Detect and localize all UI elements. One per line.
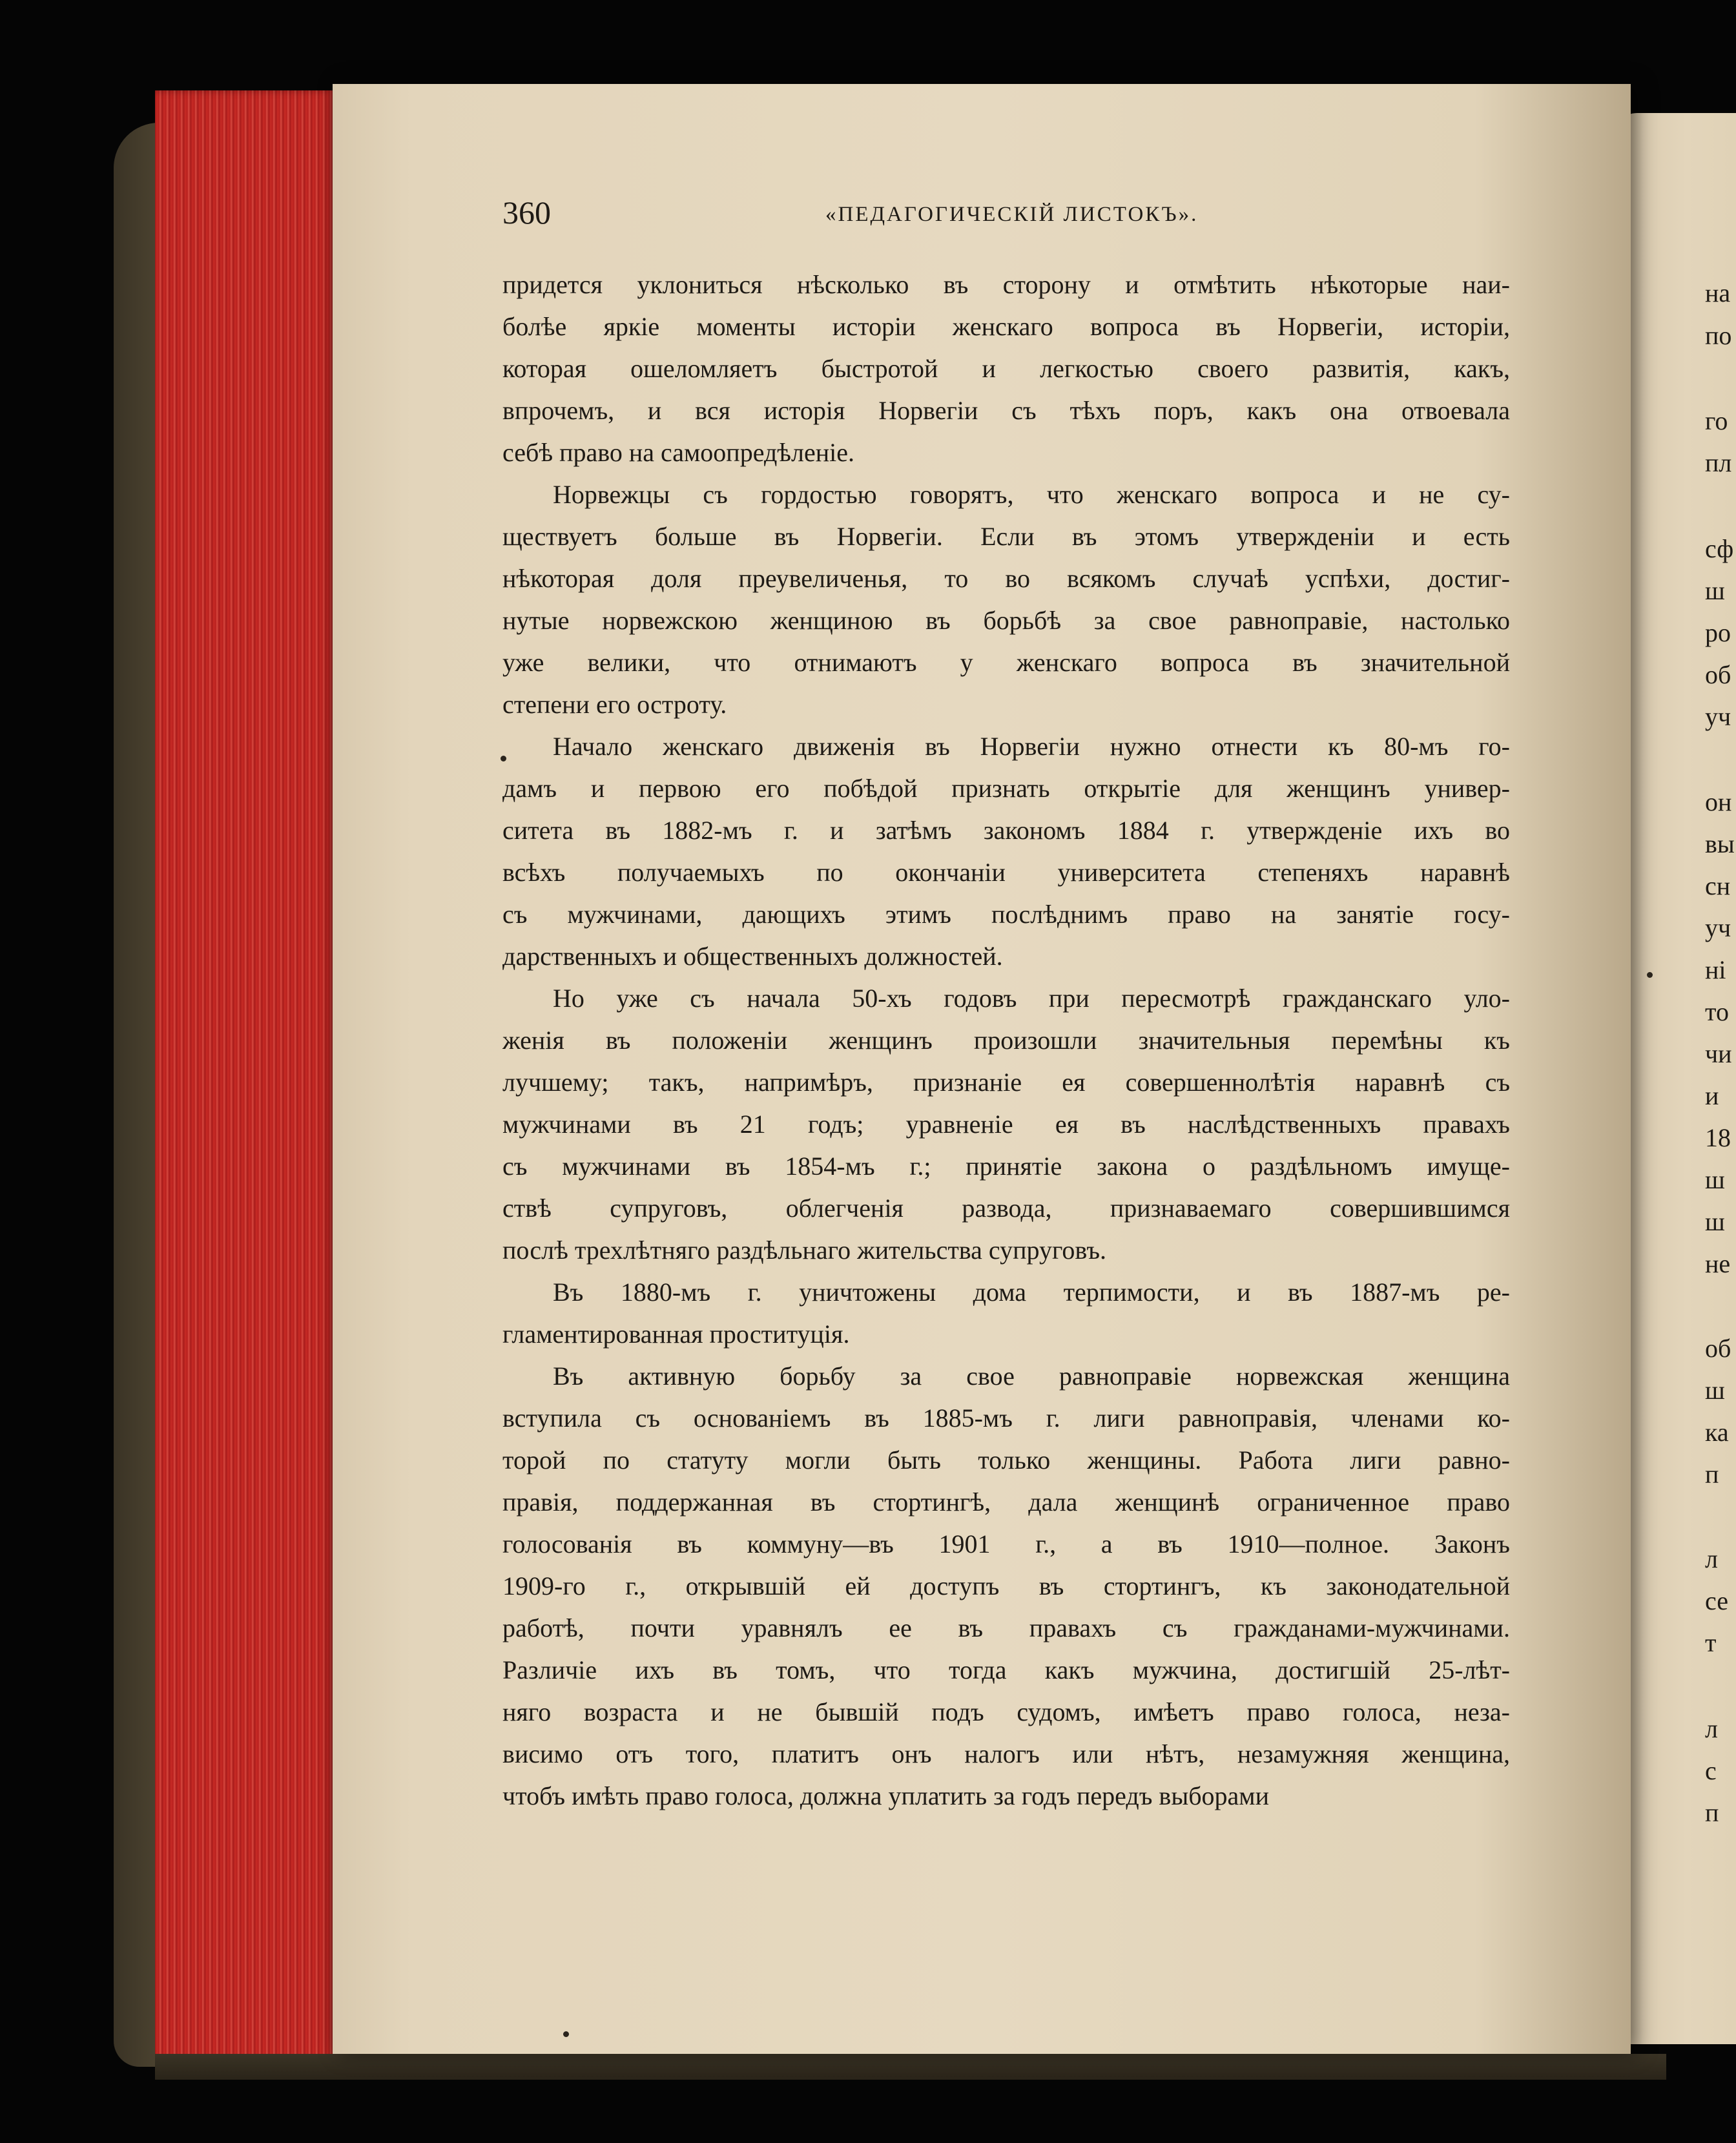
facing-fragment: ш — [1705, 1207, 1725, 1236]
text-line: работѣ, почти уравнялъ ее въ правахъ съ гражданами-мужчинами. — [502, 1613, 1510, 1642]
facing-fragment: с — [1705, 1756, 1717, 1785]
text-line: женія въ положеніи женщинъ произошли значительныя перемѣны къ — [502, 1026, 1510, 1055]
facing-fragment: то — [1705, 997, 1729, 1026]
facing-fragment: и — [1705, 1081, 1719, 1110]
journal-title: «ПЕДАГОГИЧЕСКІЙ ЛИСТОКЪ». — [825, 203, 1199, 226]
facing-fragment: 18 — [1705, 1123, 1731, 1152]
text-line: Въ активную борьбу за свое равноправіе норвежская женщина — [553, 1361, 1510, 1391]
facing-fragment: т — [1705, 1628, 1717, 1657]
facing-fragment: ш — [1705, 1376, 1725, 1405]
facing-fragment: сф — [1705, 534, 1734, 563]
page-number: 360 — [502, 194, 551, 231]
text-line: дарственныхъ и общественныхъ должностей. — [502, 942, 1003, 971]
text-line: Но уже съ начала 50-хъ годовъ при пересмотрѣ гражданскаго уло- — [553, 984, 1510, 1013]
facing-fragment: пл — [1705, 448, 1732, 477]
text-line: которая ошеломляетъ быстротой и легкостью своего развитія, какъ, — [502, 354, 1510, 383]
text-line: гламентированная проституція. — [502, 1320, 850, 1349]
facing-fragment: п — [1705, 1460, 1719, 1489]
text-line: Норвежцы съ гордостью говорятъ, что женскаго вопроса и не су- — [553, 480, 1510, 509]
ink-speck — [563, 2031, 569, 2037]
facing-fragment: сн — [1705, 871, 1731, 900]
facing-fragment: п — [1705, 1798, 1719, 1827]
facing-fragment: на — [1705, 278, 1731, 307]
text-line: ствѣ супруговъ, облегченія развода, признаваемаго совершившимся — [502, 1194, 1510, 1223]
text-line: дамъ и первою его побѣдой признать открытіе для женщинъ универ- — [502, 774, 1510, 803]
text-line: ситета въ 1882-мъ г. и затѣмъ закономъ 1884 г. утвержденіе ихъ во — [502, 816, 1510, 845]
ink-speck — [501, 756, 506, 761]
text-line: степени его остроту. — [502, 690, 727, 719]
text-line: мужчинами въ 21 годъ; уравненіе ея въ наслѣдственныхъ правахъ — [502, 1110, 1510, 1139]
text-line: нѣкоторая доля преувеличенья, то во всякомъ случаѣ успѣхи, достиг- — [502, 564, 1510, 593]
ink-speck — [1647, 972, 1653, 978]
facing-fragment: по — [1705, 321, 1732, 350]
text-line: Начало женскаго движенія въ Норвегіи нужно отнести къ 80-мъ го- — [553, 732, 1510, 761]
facing-fragment: л — [1705, 1544, 1718, 1573]
text-line: всѣхъ получаемыхъ по окончаніи университета степеняхъ наравнѣ — [502, 858, 1510, 887]
book-bottom-edge — [155, 2054, 1666, 2080]
text-line: торой по статуту могли быть только женщины. Работа лиги равно- — [502, 1445, 1510, 1475]
body-text — [502, 264, 1510, 1817]
facing-fragment: уч — [1705, 702, 1731, 731]
text-line: придется уклониться нѣсколько въ сторону и отмѣтить нѣкоторые наи- — [502, 270, 1510, 299]
running-head — [502, 194, 1510, 239]
text-line: послѣ трехлѣтняго раздѣльнаго жительства супруговъ. — [502, 1236, 1106, 1265]
text-line: впрочемъ, и вся исторія Норвегіи съ тѣхъ поръ, какъ она отвоевала — [502, 396, 1510, 425]
facing-fragment: ні — [1705, 955, 1726, 984]
text-line: Въ 1880-мъ г. уничтожены дома терпимости, и въ 1887-мъ ре- — [553, 1278, 1510, 1307]
text-line: лучшему; такъ, напримѣръ, признаніе ея совершеннолѣтія наравнѣ съ — [502, 1068, 1510, 1097]
facing-fragment: он — [1705, 787, 1732, 816]
text-line: съ мужчинами въ 1854-мъ г.; принятіе закона о раздѣльномъ имуще- — [502, 1152, 1510, 1181]
facing-fragment: ш — [1705, 576, 1725, 605]
facing-fragment: чи — [1705, 1039, 1732, 1068]
facing-fragment: вы — [1705, 829, 1735, 858]
text-line: правія, поддержанная въ стортингѣ, дала женщинѣ ограниченное право — [502, 1487, 1510, 1517]
facing-fragment: ро — [1705, 618, 1731, 647]
red-page-edges — [155, 90, 336, 2073]
text-line: болѣе яркіе моменты исторіи женскаго вопроса въ Норвегіи, исторіи, — [502, 312, 1510, 341]
text-line: съ мужчинами, дающихъ этимъ послѣднимъ право на занятіе госу- — [502, 900, 1510, 929]
facing-fragment: уч — [1705, 913, 1731, 942]
facing-fragment: ка — [1705, 1418, 1729, 1447]
text-line: уже велики, что отнимаютъ у женскаго вопроса въ значительной — [502, 648, 1510, 677]
text-line: висимо отъ того, платитъ онъ налогъ или нѣтъ, незамужняя женщина, — [502, 1739, 1510, 1768]
facing-fragment: ш — [1705, 1165, 1725, 1194]
facing-fragment: го — [1705, 406, 1728, 435]
facing-fragment: се — [1705, 1586, 1728, 1615]
text-line: ществуетъ больше въ Норвегіи. Если въ этомъ утвержденіи и есть — [502, 522, 1510, 551]
facing-fragment: об — [1705, 660, 1731, 689]
text-line: 1909-го г., открывшій ей доступъ въ стортингъ, къ законодательной — [502, 1571, 1510, 1600]
text-line: Различіе ихъ въ томъ, что тогда какъ мужчина, достигшій 25-лѣт- — [502, 1655, 1510, 1684]
facing-fragment: не — [1705, 1249, 1731, 1278]
text-line: нутые норвежскою женщиною въ борьбѣ за свое равноправіе, настолько — [502, 606, 1510, 635]
facing-fragment: об — [1705, 1334, 1731, 1363]
text-line: чтобъ имѣть право голоса, должна уплатить за годъ передъ выборами — [502, 1781, 1270, 1810]
text-line: вступила съ основаніемъ въ 1885-мъ г. лиги равноправія, членами ко- — [502, 1403, 1510, 1433]
text-line: себѣ право на самоопредѣленіе. — [502, 438, 854, 467]
facing-fragment: л — [1705, 1714, 1718, 1743]
text-line: голосованія въ коммуну—въ 1901 г., а въ 1910—полное. Законъ — [502, 1529, 1510, 1558]
text-line: няго возраста и не бывшій подъ судомъ, имѣетъ право голоса, неза- — [502, 1697, 1510, 1726]
